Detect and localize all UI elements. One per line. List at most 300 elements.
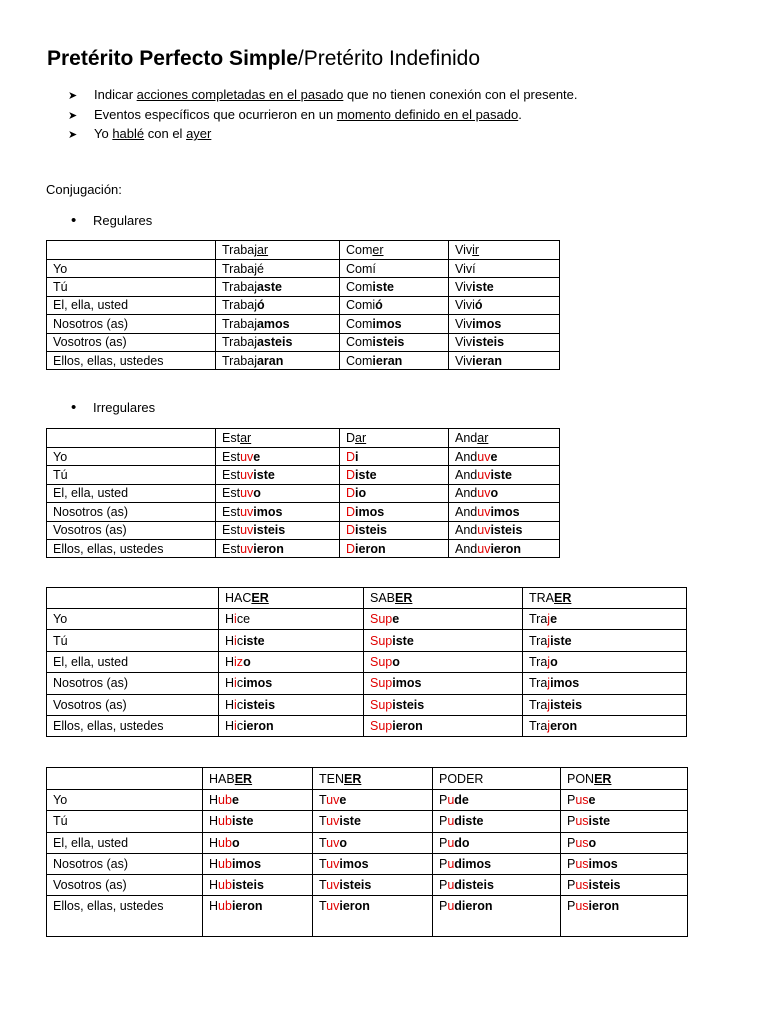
- table-corner-cell: [47, 429, 216, 448]
- text-segment: uv: [326, 899, 340, 914]
- conjugated-form-cell: [203, 811, 313, 832]
- conjugated-form-cell: [216, 333, 340, 351]
- text-segment: isteis: [472, 335, 505, 350]
- irregulares-heading: [71, 399, 155, 417]
- text-segment: H: [209, 835, 219, 850]
- text-segment: disteis: [454, 878, 494, 893]
- text-segment: P: [567, 899, 576, 914]
- conjugated-form-cell: [216, 484, 340, 502]
- table-header-row: [47, 768, 688, 790]
- text-segment: Sup: [370, 697, 393, 712]
- text-segment: Est: [222, 504, 241, 519]
- text-segment: c: [236, 633, 244, 648]
- text-segment: j: [547, 676, 551, 691]
- verb-column-header: [340, 241, 449, 260]
- text-segment: Vivi: [455, 298, 475, 313]
- text-segment: T: [319, 899, 327, 914]
- conjugated-form-cell: [219, 609, 364, 630]
- text-segment: iste: [243, 633, 265, 648]
- text-segment: Est: [222, 449, 241, 464]
- text-segment: us: [575, 899, 589, 914]
- text-segment: P: [439, 878, 448, 893]
- verb-column-header: [219, 588, 364, 609]
- text-segment: Com: [346, 335, 373, 350]
- text-segment: uv: [326, 857, 340, 872]
- text-segment: H: [225, 654, 235, 669]
- text-segment: u: [447, 857, 455, 872]
- conjugated-form-cell: [313, 811, 433, 832]
- text-segment: ar: [240, 431, 252, 445]
- conjugated-form-cell: [203, 896, 313, 937]
- table-row: [47, 811, 688, 832]
- text-segment: e: [550, 612, 558, 627]
- text-segment: H: [225, 697, 235, 712]
- text-segment: i: [234, 633, 237, 648]
- text-segment: isteis: [243, 697, 276, 712]
- text-segment: e: [253, 449, 261, 464]
- conjugated-form-cell: [364, 630, 523, 651]
- text-segment: ce: [236, 612, 251, 627]
- table-corner-cell: [47, 768, 203, 790]
- text-segment: T: [319, 878, 327, 893]
- pronoun-cell: Yo: [47, 260, 216, 278]
- verb-column-header: [561, 768, 688, 790]
- text-segment: Comi: [346, 298, 376, 313]
- conjugated-form-cell: [364, 673, 523, 694]
- text-segment: Trabaj: [222, 353, 257, 368]
- verb-column-header: [216, 429, 340, 448]
- conjugated-form-cell: [449, 333, 560, 351]
- conjugated-form-cell: [449, 521, 560, 539]
- pronoun-cell: Ellos, ellas, ustedes: [47, 715, 219, 736]
- text-segment: H: [209, 857, 219, 872]
- text-segment: o: [392, 654, 400, 669]
- conjugated-form-cell: [216, 351, 340, 369]
- text-segment: imos: [490, 504, 520, 519]
- table-row: [47, 521, 560, 539]
- text-segment: D: [346, 504, 356, 519]
- text-segment: imos: [472, 316, 502, 331]
- text-segment: i: [234, 676, 237, 691]
- text-segment: hablé: [112, 126, 145, 141]
- text-segment: Tra: [529, 612, 548, 627]
- text-segment: eron: [550, 719, 578, 734]
- text-segment: P: [567, 793, 576, 808]
- text-segment: ieran: [372, 353, 403, 368]
- verb-column-header: [449, 241, 560, 260]
- pronoun-cell: Tú: [47, 630, 219, 651]
- text-segment: Trabaj: [222, 298, 257, 313]
- text-segment: D: [346, 541, 356, 556]
- conjugated-form-cell: [449, 503, 560, 521]
- text-segment: imos: [392, 676, 422, 691]
- irregulares-label: Irregulares: [93, 400, 156, 415]
- text-segment: H: [225, 676, 235, 691]
- text-segment: H: [209, 899, 219, 914]
- text-segment: P: [567, 814, 576, 829]
- text-segment: u: [447, 878, 455, 893]
- text-segment: Trabaj: [222, 280, 257, 295]
- text-segment: er: [372, 243, 384, 257]
- text-segment: And: [455, 541, 478, 556]
- conjugated-form-cell: [313, 790, 433, 811]
- text-segment: Sup: [370, 719, 393, 734]
- text-segment: P: [567, 835, 576, 850]
- verb-column-header: [449, 429, 560, 448]
- text-segment: Com: [346, 243, 373, 257]
- table-row: [47, 875, 688, 896]
- conjugated-form-cell: [561, 896, 688, 937]
- pronoun-cell: El, ella, usted: [47, 832, 203, 853]
- text-segment: And: [455, 504, 478, 519]
- conjugated-form-cell: [219, 651, 364, 672]
- text-segment: P: [439, 793, 448, 808]
- bullet-dot-icon: •: [71, 399, 77, 416]
- text-segment: amos: [256, 316, 290, 331]
- text-segment: é: [256, 261, 264, 276]
- pronoun-cell: Ellos, ellas, ustedes: [47, 539, 216, 557]
- text-segment: T: [319, 793, 327, 808]
- text-segment: imos: [372, 316, 402, 331]
- conjugated-form-cell: [216, 448, 340, 466]
- pronoun-cell: El, ella, usted: [47, 296, 216, 314]
- text-segment: Est: [222, 431, 241, 445]
- text-segment: ieron: [355, 541, 386, 556]
- pronoun-cell: Vosotros (as): [47, 694, 219, 715]
- text-segment: u: [447, 814, 455, 829]
- text-segment: Viv: [455, 353, 473, 368]
- table-row: [47, 790, 688, 811]
- text-segment: iste: [372, 280, 394, 295]
- conjugated-form-cell: [216, 539, 340, 557]
- text-segment: imos: [355, 504, 385, 519]
- usage-bullet-list: [68, 85, 578, 144]
- text-segment: e: [339, 793, 347, 808]
- text-segment: H: [225, 633, 235, 648]
- conjugated-form-cell: [433, 811, 561, 832]
- pronoun-cell: Tú: [47, 466, 216, 484]
- text-segment: Est: [222, 468, 241, 483]
- conjugated-form-cell: [523, 694, 687, 715]
- text-segment: ub: [218, 899, 232, 914]
- text-segment: o: [243, 654, 251, 669]
- text-segment: j: [547, 719, 551, 734]
- text-segment: PON: [567, 771, 595, 786]
- table-row: [47, 333, 560, 351]
- text-segment: o: [588, 835, 597, 850]
- conjugated-form-cell: [364, 715, 523, 736]
- table-header-row: [47, 429, 560, 448]
- text-segment: iz: [234, 654, 244, 669]
- table-row: [47, 832, 688, 853]
- text-segment: H: [225, 719, 235, 734]
- text-segment: imos: [588, 857, 618, 872]
- text-segment: ER: [234, 771, 253, 786]
- text-segment: i: [355, 449, 359, 464]
- arrow-bullet-icon: ➤: [68, 90, 78, 102]
- conjugated-form-cell: [561, 832, 688, 853]
- text-segment: us: [575, 835, 589, 850]
- text-segment: uv: [240, 468, 254, 483]
- pronoun-cell: Yo: [47, 790, 203, 811]
- verb-column-header: [523, 588, 687, 609]
- text-segment: i: [234, 697, 237, 712]
- conjugation-label: Conjugación:: [46, 182, 122, 197]
- table-row: [47, 260, 560, 278]
- text-segment: c: [236, 676, 244, 691]
- text-segment: de: [454, 793, 469, 808]
- table-header-row: [47, 241, 560, 260]
- conjugated-form-cell: [364, 694, 523, 715]
- text-segment: isteis: [490, 523, 523, 538]
- pronoun-cell: El, ella, usted: [47, 484, 216, 502]
- text-segment: Com: [346, 316, 373, 331]
- text-segment: SAB: [370, 591, 396, 605]
- usage-bullet-2: [68, 105, 578, 125]
- text-segment: Trabaj: [222, 261, 257, 276]
- conjugated-form-cell: [216, 521, 340, 539]
- conjugated-form-cell: [203, 875, 313, 896]
- conjugated-form-cell: [449, 296, 560, 314]
- text-segment: u: [447, 835, 455, 850]
- conjugated-form-cell: [449, 260, 560, 278]
- text-segment: ub: [218, 793, 232, 808]
- text-segment: uv: [326, 878, 340, 893]
- text-segment: ieron: [490, 541, 522, 556]
- conjugated-form-cell: [433, 875, 561, 896]
- table-corner-cell: [47, 241, 216, 260]
- text-segment: And: [455, 431, 478, 445]
- conjugated-form-cell: [340, 260, 449, 278]
- text-segment: uv: [477, 504, 491, 519]
- text-segment: uv: [477, 468, 491, 483]
- text-segment: Tra: [529, 697, 548, 712]
- conjugated-form-cell: [523, 630, 687, 651]
- text-segment: Sup: [370, 676, 393, 691]
- verb-column-header: [364, 588, 523, 609]
- table-row: [47, 673, 687, 694]
- conjugated-form-cell: [216, 466, 340, 484]
- text-segment: uv: [240, 541, 254, 556]
- conjugated-form-cell: [219, 715, 364, 736]
- text-segment: ar: [477, 431, 489, 445]
- text-segment: j: [547, 612, 551, 627]
- table-row: [47, 853, 688, 874]
- conjugated-form-cell: [340, 466, 449, 484]
- text-segment: ub: [218, 835, 232, 850]
- text-segment: T: [319, 814, 327, 829]
- text-segment: H: [209, 793, 219, 808]
- text-segment: Tra: [529, 719, 548, 734]
- text-segment: o: [550, 654, 558, 669]
- pronoun-cell: Nosotros (as): [47, 673, 219, 694]
- conjugated-form-cell: [523, 715, 687, 736]
- text-segment: ir: [472, 243, 480, 257]
- verb-column-header: [340, 429, 449, 448]
- text-segment: Trabaj: [222, 335, 257, 350]
- text-segment: isteis: [355, 523, 387, 538]
- text-segment: imos: [253, 504, 283, 519]
- text-segment: Viv: [455, 243, 473, 257]
- text-segment: And: [455, 468, 478, 483]
- text-segment: Sup: [370, 612, 393, 627]
- text-segment: Viv: [455, 280, 473, 295]
- text-segment: imos: [231, 857, 262, 872]
- text-segment: uv: [477, 486, 491, 501]
- text-segment: iste: [339, 814, 361, 829]
- text-segment: us: [575, 793, 589, 808]
- conjugated-form-cell: [433, 790, 561, 811]
- text-segment: P: [439, 899, 448, 914]
- text-segment: j: [547, 633, 551, 648]
- pronoun-cell: Nosotros (as): [47, 503, 216, 521]
- irregular-verbs-table-estar-dar-andar: [46, 428, 560, 558]
- text-segment: diste: [454, 814, 484, 829]
- text-segment: ER: [594, 771, 612, 786]
- text-segment: que no tienen conexión con el presente.: [343, 87, 578, 102]
- text-segment: i: [234, 719, 237, 734]
- text-segment: Indicar: [94, 87, 137, 102]
- conjugated-form-cell: [340, 351, 449, 369]
- text-segment: ieran: [472, 353, 503, 368]
- arrow-bullet-icon: ➤: [68, 129, 78, 141]
- text-segment: D: [346, 486, 356, 501]
- pronoun-cell: Vosotros (as): [47, 521, 216, 539]
- text-segment: isteis: [339, 878, 372, 893]
- text-segment: ER: [344, 771, 362, 786]
- text-segment: HAC: [225, 591, 252, 605]
- text-segment: aste: [256, 280, 282, 295]
- table-row: [47, 896, 688, 937]
- text-segment: imos: [243, 676, 273, 691]
- text-segment: D: [346, 431, 356, 445]
- text-segment: e: [231, 793, 239, 808]
- text-segment: us: [575, 814, 589, 829]
- text-segment: H: [225, 612, 235, 627]
- text-segment: ieron: [231, 899, 263, 914]
- text-segment: Sup: [370, 654, 393, 669]
- text-segment: ieron: [243, 719, 274, 734]
- verb-column-header: [433, 768, 561, 790]
- text-segment: Viv: [455, 335, 473, 350]
- text-segment: ayer: [186, 126, 212, 141]
- conjugated-form-cell: [216, 278, 340, 296]
- text-segment: D: [346, 468, 356, 483]
- text-segment: iste: [253, 468, 275, 483]
- text-segment: TEN: [319, 771, 344, 786]
- text-segment: ó: [375, 298, 383, 313]
- regular-verbs-table: [46, 240, 560, 370]
- conjugated-form-cell: [449, 539, 560, 557]
- text-segment: uv: [326, 814, 340, 829]
- text-segment: uv: [240, 486, 254, 501]
- text-segment: isteis: [392, 697, 425, 712]
- text-segment: uv: [326, 793, 340, 808]
- table-row: [47, 351, 560, 369]
- text-segment: e: [588, 793, 596, 808]
- text-segment: Tra: [529, 633, 548, 648]
- text-segment: iste: [231, 814, 254, 829]
- usage-bullet-3: [68, 124, 578, 144]
- text-segment: isteis: [231, 878, 264, 893]
- text-segment: Eventos específicos que ocurrieron en un: [94, 106, 337, 122]
- text-segment: con el: [144, 126, 187, 141]
- text-segment: Sup: [370, 633, 393, 648]
- text-segment: dieron: [454, 899, 493, 914]
- usage-bullet-1: [68, 85, 578, 105]
- page-title: [47, 46, 480, 72]
- conjugated-form-cell: [523, 609, 687, 630]
- text-segment: uv: [240, 449, 254, 464]
- conjugated-form-cell: [340, 484, 449, 502]
- text-segment: o: [339, 835, 348, 850]
- pronoun-cell: Tú: [47, 811, 203, 832]
- text-segment: i: [234, 612, 237, 627]
- pronoun-cell: Nosotros (as): [47, 315, 216, 333]
- pronoun-cell: Vosotros (as): [47, 875, 203, 896]
- text-segment: Est: [222, 486, 241, 501]
- arrow-bullet-icon: ➤: [68, 109, 78, 122]
- text-segment: o: [231, 835, 240, 850]
- text-segment: e: [490, 449, 498, 464]
- text-segment: isteis: [372, 335, 405, 350]
- conjugated-form-cell: [313, 896, 433, 937]
- text-segment: uv: [326, 835, 340, 850]
- text-segment: c: [236, 719, 244, 734]
- verb-column-header: [313, 768, 433, 790]
- conjugated-form-cell: [449, 448, 560, 466]
- table-row: [47, 630, 687, 651]
- verb-column-header: [216, 241, 340, 260]
- text-segment: ieron: [392, 719, 423, 734]
- bullet-dot-icon: •: [71, 212, 77, 229]
- conjugated-form-cell: [216, 260, 340, 278]
- text-segment: ar: [355, 431, 367, 445]
- conjugated-form-cell: [523, 673, 687, 694]
- text-segment: j: [547, 654, 551, 669]
- table-row: [47, 651, 687, 672]
- text-segment: ub: [218, 814, 232, 829]
- page-title-main: Pretérito Perfecto Simple: [47, 47, 298, 70]
- text-segment: Tra: [529, 654, 548, 669]
- conjugated-form-cell: [561, 875, 688, 896]
- conjugated-form-cell: [340, 521, 449, 539]
- text-segment: P: [567, 878, 576, 893]
- text-segment: Est: [222, 541, 241, 556]
- conjugated-form-cell: [340, 333, 449, 351]
- conjugated-form-cell: [449, 484, 560, 502]
- text-segment: o: [253, 486, 261, 501]
- text-segment: imos: [339, 857, 369, 872]
- conjugated-form-cell: [313, 832, 433, 853]
- page-title-rest: /Pretérito Indefinido: [297, 47, 481, 70]
- conjugated-form-cell: [340, 278, 449, 296]
- conjugated-form-cell: [216, 503, 340, 521]
- irregular-verbs-table-hacer-saber-traer: [46, 587, 687, 737]
- conjugated-form-cell: [561, 790, 688, 811]
- text-segment: ieron: [588, 899, 620, 914]
- verb-column-header: [203, 768, 313, 790]
- conjugated-form-cell: [433, 832, 561, 853]
- text-segment: dimos: [454, 857, 492, 872]
- conjugated-form-cell: [340, 539, 449, 557]
- text-segment: P: [439, 814, 448, 829]
- text-segment: And: [455, 523, 478, 538]
- text-segment: iste: [355, 468, 377, 483]
- conjugated-form-cell: [203, 832, 313, 853]
- table-row: [47, 609, 687, 630]
- text-segment: uv: [477, 523, 491, 538]
